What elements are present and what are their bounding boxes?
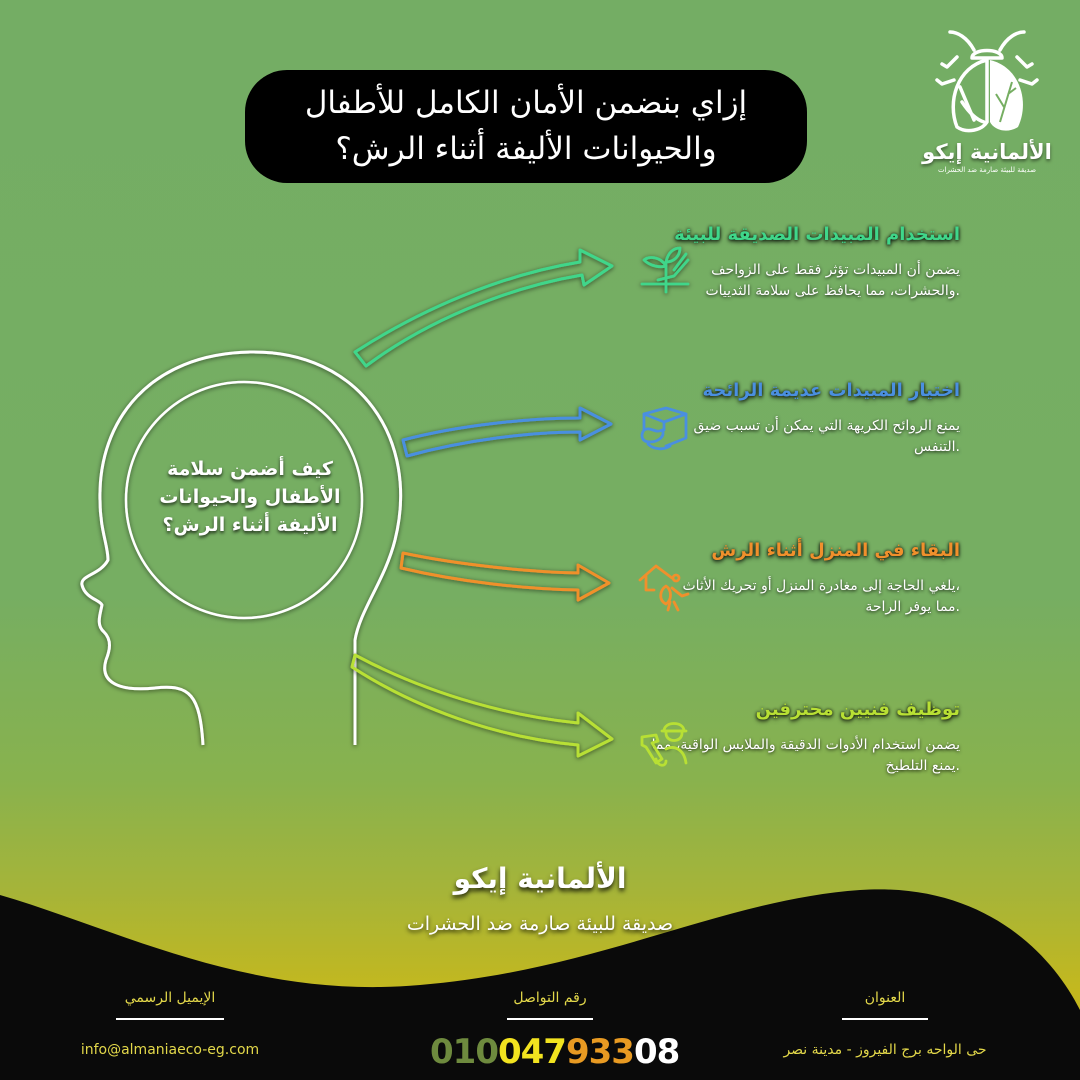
footer-brand-name: الألمانية إيكو <box>453 862 627 895</box>
box-odor-icon <box>636 400 694 458</box>
house-person-icon <box>636 556 694 614</box>
head-question <box>140 455 360 539</box>
logo-name: الألمانية إيكو <box>922 140 1052 164</box>
address-value: حى الواحه برج الفيروز - مدينة نصر <box>783 1042 987 1058</box>
benefit-title: استخدام المبيدات الصديقة للبيئة <box>674 224 960 245</box>
divider <box>842 1018 928 1020</box>
benefit-description-line: .التنفس <box>914 439 960 455</box>
technician-sprayer-icon <box>636 715 694 773</box>
divider <box>116 1018 224 1020</box>
email-link[interactable]: info@almaniaeco-eg.com <box>80 1042 260 1058</box>
footer-brand-tagline: صديقة للبيئة صارمة ضد الحشرات <box>406 913 674 935</box>
page-title <box>245 70 807 183</box>
benefit-description-line: يمنع الروائح الكريهة التي يمكن أن تسبب ضيق <box>693 418 960 434</box>
benefit-description-line: .يمنع التلطيخ <box>885 758 960 774</box>
arrow-4 <box>352 655 612 756</box>
phone-label: رقم التواصل <box>513 990 587 1006</box>
phone-part: 933 <box>565 1032 634 1072</box>
arrow-2 <box>403 408 611 456</box>
head-question-line-3: الأليفة أثناء الرش؟ <box>162 514 338 536</box>
benefit-title: توظيف فنيين محترفين <box>755 699 960 720</box>
benefit-title: البقاء في المنزل أثناء الرش <box>711 540 960 561</box>
logo-tagline: صديقة للبيئة صارمة ضد الحشرات <box>937 166 1037 174</box>
title-line-1: إزاي بنضمن الأمان الكامل للأطفال <box>304 85 748 121</box>
benefit-title: اختيار المبيدات عديمة الرائحة <box>702 380 960 401</box>
plant-hand-icon <box>636 240 694 298</box>
phone-part: 010 <box>430 1032 498 1072</box>
phone-part: 08 <box>633 1032 680 1072</box>
head-question-line-1: كيف أضمن سلامة <box>167 458 333 480</box>
email-label: الإيميل الرسمي <box>124 990 216 1006</box>
benefit-description-line: .والحشرات، مما يحافظ على سلامة الثدييات <box>705 283 960 299</box>
contact-phone <box>430 990 680 1072</box>
head-question-line-2: الأطفال والحيوانات <box>159 486 341 508</box>
arrow-3 <box>401 553 609 600</box>
address-label: العنوان <box>864 990 906 1006</box>
benefit-description-line: يضمن استخدام الأدوات الدقيقة والملابس الواقية، مما <box>651 737 960 753</box>
divider <box>507 1018 593 1020</box>
bug-leaf-icon <box>912 22 1062 142</box>
phone-part: 047 <box>497 1032 566 1072</box>
benefit-description-line: .مما يوفر الراحة <box>865 599 960 615</box>
brand-logo <box>912 22 1062 182</box>
contact-email <box>80 990 260 1058</box>
title-line-2: والحيوانات الأليفة أثناء الرش؟ <box>335 131 717 167</box>
arrow-1 <box>355 250 612 366</box>
benefit-description-line: ،يلغي الحاجة إلى مغادرة المنزل أو تحريك الأثاث <box>682 578 960 594</box>
contact-address <box>760 990 1010 1058</box>
phone-link[interactable] <box>430 1032 680 1072</box>
benefit-description-line: يضمن أن المبيدات تؤثر فقط على الزواحف <box>711 262 960 278</box>
